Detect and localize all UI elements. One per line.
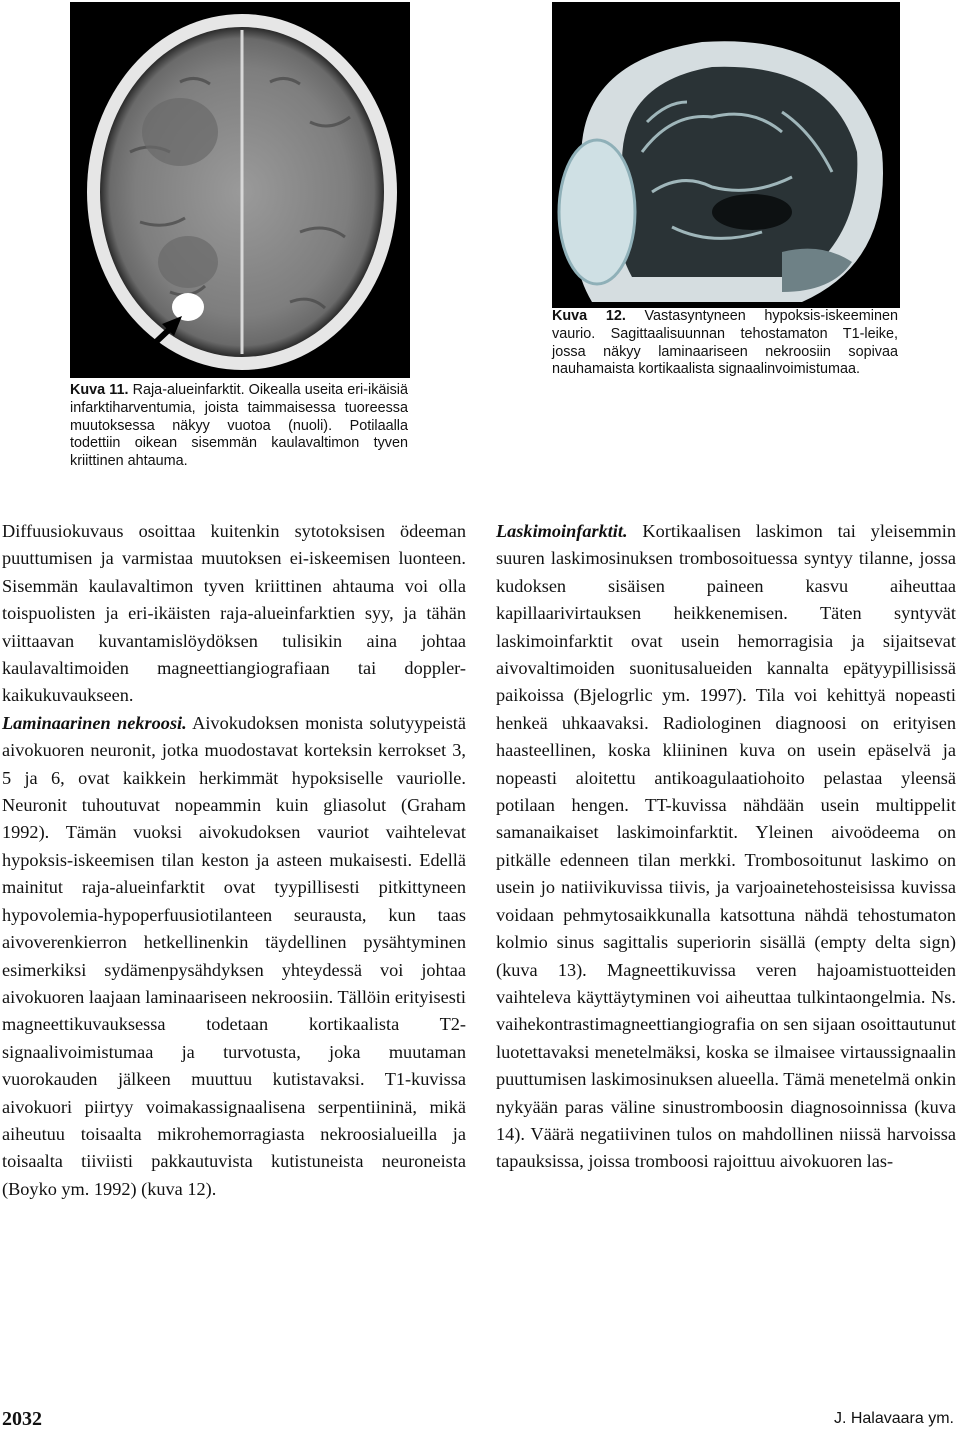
figure-12-caption-text: Vastasyntyneen hypoksis-iskeeminen vaurio. Sagittaalisuunnan tehostamaton T1-leike, jossa näkyy laminaariseen nekroosiin sopivaa nauhamaista kortikaalista signaalinvoimistumaa. — [552, 308, 898, 378]
figure-12-mri-image — [552, 2, 900, 308]
left-paragraph-2-text: Aivokudoksen monista solutyypeistä aivokuoren neuronit, jotka muodostavat korteksin kerrokset 3, 5 ja 6, ovat kaikkein herkimmät hypoksiselle vauriolle. Neuronit tuhoutuvat nopeammin kuin gliasolut (Graham 1992). Tämän vuoksi aivokudoksen vauriot vaihtelevat hypoksis-iskeemisen tilan keston ja asteen mukaisesti. Edellä mainitut raja-alueinfarktit ovat tyypillisesti pitkittyneen hypovolemia-hypoperfuusiotilanteen seurausta, kun taas aivoverenkierron hetkellinenkin täydellinen pysähtyminen esimerkiksi sydämenpysähdyksen yhteydessä voi johtaa aivokuoren laajaan laminaariseen nekroosiin. Tällöin erityisesti magneettikuvauksessa todetaan kortikaalista T2-signaalivoimistumaa ja turvotusta, joka muutaman vuorokauden jälkeen muuttuu kutistavaksi. T1-kuvissa aivokuori piirtyy voimakassignaalisena serpentiininä, mikä aiheutuu toisaalta mikrohemorragiasta nekroosialueilla ja toisaalta tiiviisti pakkautuvista kutistuneista neuroneista (Boyko ym. 1992) (kuva 12). — [2, 712, 466, 1199]
figure-11-ct-image — [70, 2, 410, 378]
right-paragraph-1 — [496, 518, 956, 1176]
figure-12-label: Kuva 12. — [552, 308, 626, 324]
section-heading-laminaarinen-nekroosi: Laminaarinen nekroosi. — [2, 712, 187, 733]
mri-brain-drawing — [552, 2, 900, 308]
figure-12-caption — [552, 308, 898, 379]
section-heading-laskimoinfarktit: Laskimoinfarktit. — [496, 521, 628, 541]
right-column — [496, 518, 956, 1176]
figure-11-caption-text: Raja-alueinfarktit. Oikealla useita eri-ikäisiä infarktiharventumia, joista taimmaisessa tuoreessa muutoksessa näkyy vuotoa (nuoli). Potilaalla todettiin oikean sisemmän kaulavaltimon tyven kriittinen ahtauma. — [70, 382, 409, 470]
page-number: 2032 — [2, 1408, 42, 1430]
figure-11-label: Kuva 11. — [70, 382, 129, 398]
right-paragraph-1-text: Kortikaalisen laskimon tai yleisemmin suuren laskimosinuksen trombosoituessa syntyy tilanne, jossa kudoksen sisäisen paineen kasvu aiheuttaa kapillaarivirtauksen heikkenemisen. Täten syntyvät laskimoinfarktit ovat usein hemorragisia ja sijaitsevat aivovaltimoiden suonitusalueiden kannalta epätyypillisissä paikoissa (Bjelogrlic ym. 1997). Tila voi kehittyä nopeasti henkeä uhkaavaksi. Radiologinen diagnoosi on erityisen haasteellinen, koska kliininen kuva on usein epäselvä ja nopeasti aloitettu antikoagulaatiohoito pelastaa yleensä potilaan hengen. TT-kuvissa nähdään usein multippelit samanaikaiset laskimoinfarktit. Yleinen aivoödeema on pitkälle edenneen tilan merkki. Trombosoitunut laskimo on usein jo natiivikuvissa tiivis, ja varjoainetehosteisissa kuvissa voidaan pehmytosaikkunalla katsottuna nähdä tehostumaton kolmio sinus sagittalis superiorin sisällä (empty delta sign) (kuva 13). Magneettikuvissa veren hajoamistuotteiden vaihteleva käyttäytyminen voi aiheuttaa tulkintaongelmia. Ns. vaihekontrastimagneettiangiografia on sen sijaan osoittautunut luotettavaksi menetelmäksi, koska se ilmaisee virtaussignaalin puuttumisen laskimosinuksen alueella. Tämä menetelmä onkin nykyään paras väline sinustromboosin diagnosoinnissa (kuva 14). Väärä negatiivinen tulos on mahdollinen niissä harvoissa tapauksissa, joissa tromboosi rajoittuu aivokuoren las- — [496, 521, 956, 1172]
author-footer: J. Halavaara ym. — [833, 1410, 954, 1427]
left-column — [2, 518, 466, 1203]
left-paragraph-2 — [2, 710, 466, 1203]
figure-11-caption — [70, 382, 408, 471]
ct-brain-drawing — [70, 2, 410, 378]
left-paragraph-1: Diffuusiokuvaus osoittaa kuitenkin sytotoksisen ödeeman puuttumisen ja varmistaa muutoksen ei-iskeemisen luonteen. Sisemmän kaulavaltimon tyven kriittinen ahtauma voi olla toispuolisten ja eri-ikäisten raja-alueinfarktien syy, ja tähän viittaavan kuvantamislöydöksen tulisikin aina johtaa kaulavaltimoiden magneettiangiografiaan tai doppler-kaikukuvaukseen. — [2, 521, 466, 706]
